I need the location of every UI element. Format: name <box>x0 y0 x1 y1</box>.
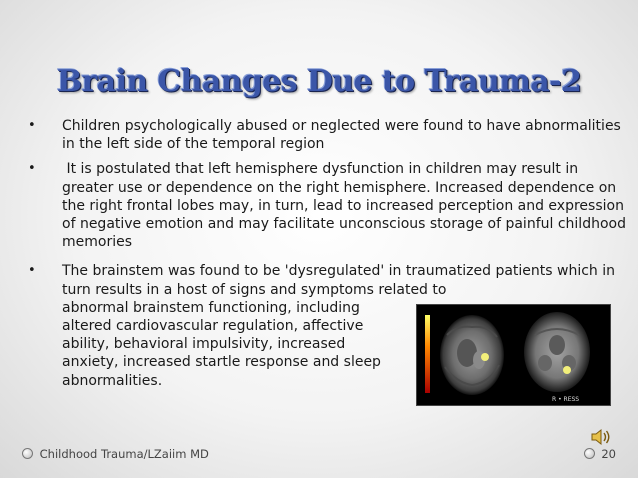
bullet-dot-icon: • <box>28 263 36 279</box>
page-number <box>584 447 616 461</box>
page-dot-icon <box>584 448 595 459</box>
bullet-text: It is postulated that left hemisphere dysfunction in children may result in greater use or dependence on the right hemisphere. Increased dependence on the right frontal lobes may, in turn, lead to increased perception and expression of negative emotion and may facilitate unconscious storage of painful childhood memories <box>62 161 626 251</box>
bullet-text-continued: abnormal brainstem functioning, including altered cardiovascular regulation, affective ability, behavioral impulsivity, increased anxiety, increased startle response and sleep abnormalities. <box>62 299 381 389</box>
bullet-item <box>28 160 628 251</box>
axial-slice <box>440 315 504 395</box>
speaker-icon[interactable] <box>590 427 612 447</box>
bullet-dot-icon: • <box>28 118 36 133</box>
footer-text: Childhood Trauma/LZaiim MD <box>39 447 209 461</box>
brain-scan-figure <box>417 305 610 405</box>
activation-spot <box>481 353 489 361</box>
coronal-slice <box>524 312 590 392</box>
footer <box>22 447 209 461</box>
footer-dot-icon <box>22 448 33 459</box>
slide-title: Brain Changes Due to Trauma-2 <box>56 64 582 99</box>
bullet-text: Children psychologically abused or neglected were found to have abnormalities in the left side of the temporal region <box>62 118 621 153</box>
bullet-dot-icon: • <box>28 161 36 177</box>
bullet-text: The brainstem was found to be 'dysregulated' in traumatized patients which in turn results in a host of signs and symptoms related to <box>62 263 616 298</box>
page-number-text: 20 <box>601 447 616 461</box>
bullet-item <box>28 117 628 153</box>
image-caption: R • RESS <box>552 396 580 403</box>
color-scale-bar <box>425 315 430 393</box>
brain-scan-image <box>416 304 611 406</box>
activation-spot <box>563 366 571 374</box>
